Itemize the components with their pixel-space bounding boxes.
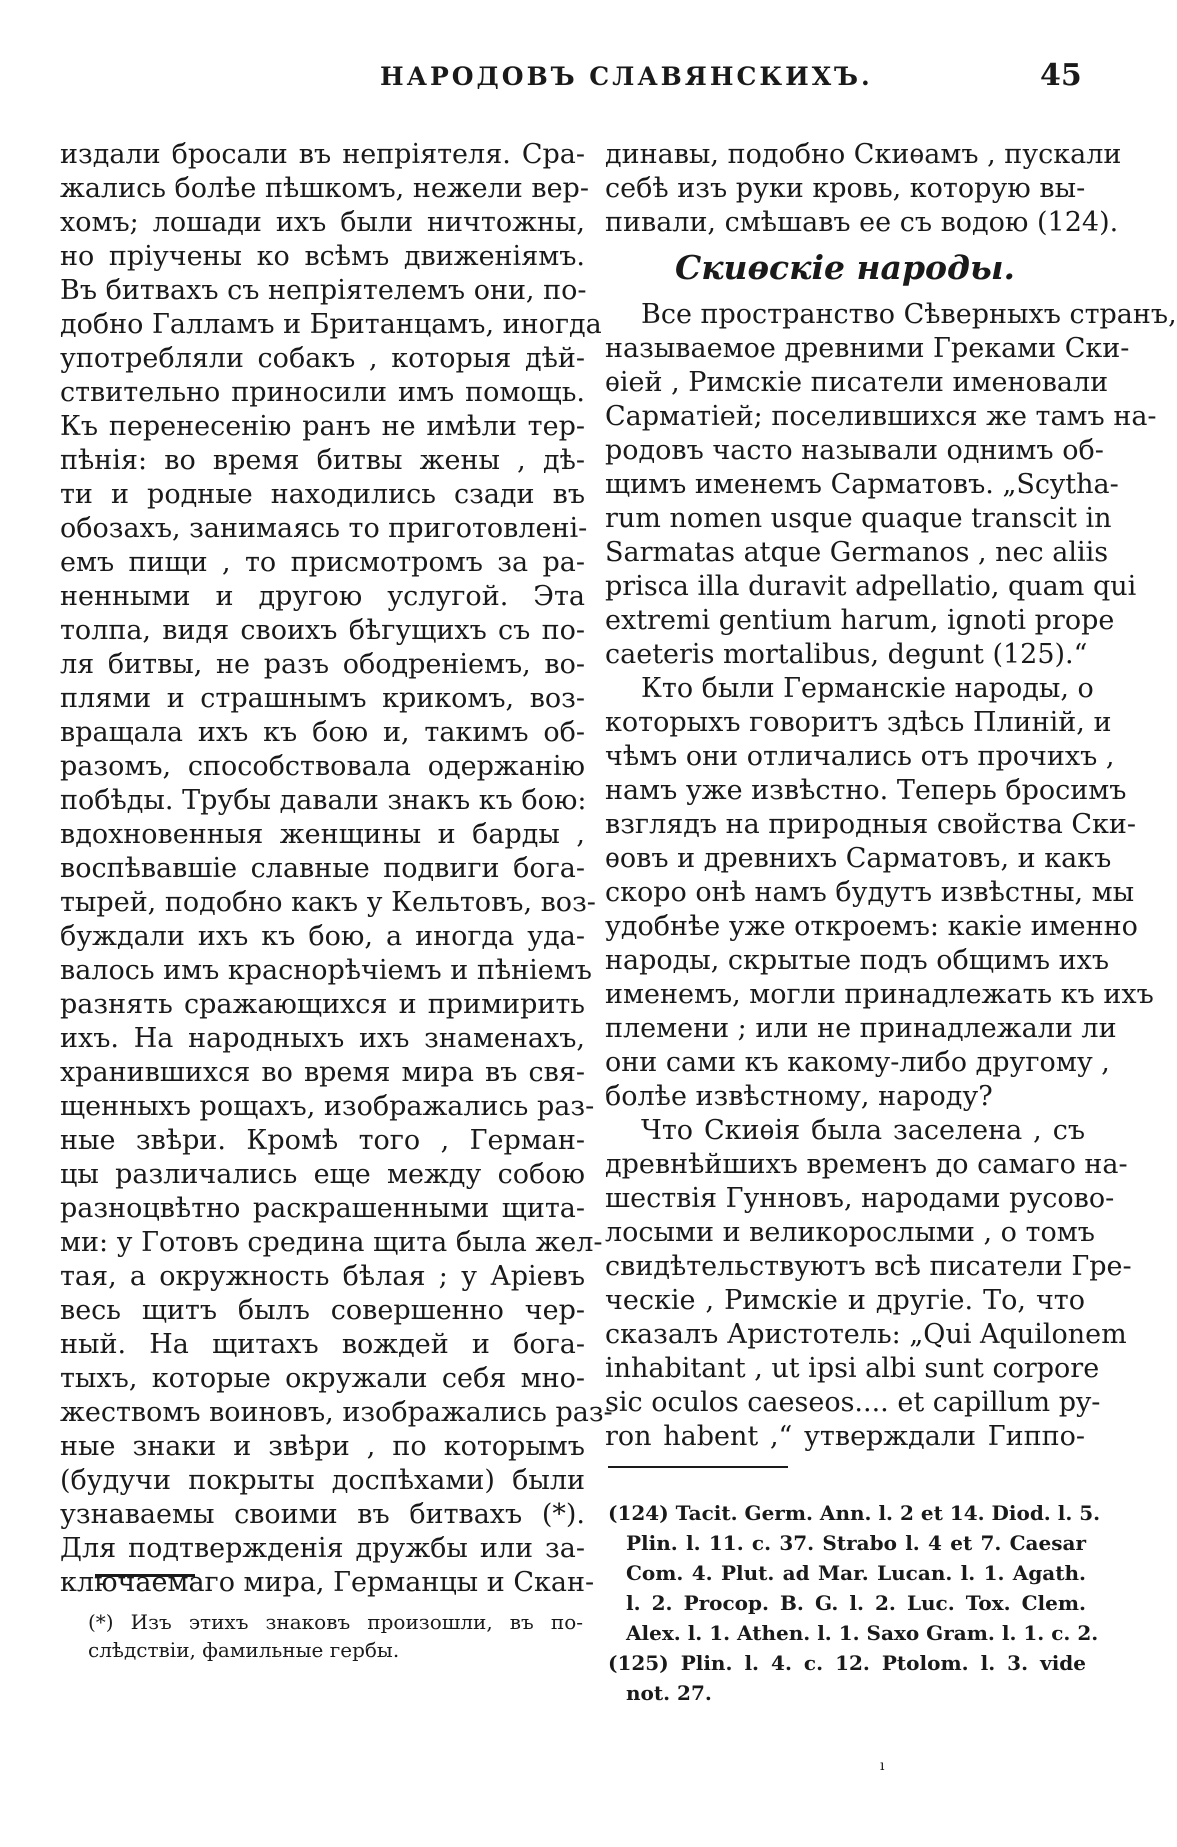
footnote-line: Com. 4. Plut. ad Mar. Lucan. l. 1. Agath. [626, 1561, 1086, 1585]
text-line: тыхъ, которые окружали себя мно- [60, 1363, 585, 1394]
print-speck: ı [880, 1758, 885, 1774]
text-line: которыхъ говоритъ здѣсь Плиній, и [605, 707, 1112, 738]
text-line: prisca illa duravit adpellatio, quam qui [605, 571, 1137, 602]
text-line: хранившихся во время мира въ свя- [60, 1057, 585, 1088]
text-line: Въ битвахъ съ непріятелемъ они, по- [60, 275, 587, 306]
text-line: жествомъ воиновъ, изображались раз- [60, 1397, 613, 1428]
text-line: ствительно приносили имъ помощь. [60, 377, 585, 408]
footnote-line: слѣдствіи, фамильные гербы. [88, 1638, 400, 1662]
running-head: НАРОДОВЪ СЛАВЯНСКИХЪ. [380, 62, 873, 91]
footnote-line: Alex. l. 1. Athen. l. 1. Saxo Gram. l. 1. c. 2. [626, 1621, 1099, 1645]
text-line: шествія Гунновъ, народами русово- [605, 1183, 1115, 1214]
text-line: родовъ часто называли однимъ об- [605, 435, 1104, 466]
text-line: sic oculos caeseos.... et capillum py- [605, 1387, 1101, 1418]
text-line: Къ перенесенію ранъ не имѣли тер- [60, 411, 585, 442]
text-line: ключаемаго мира, Германцы и Скан- [60, 1567, 595, 1598]
text-line: пивали, смѣшавъ ее съ водою (124). [605, 207, 1119, 238]
text-line: разнять сражающихся и примирить [60, 989, 585, 1020]
footnote-rule-left [95, 1574, 195, 1577]
text-line: ческіе , Римскіе и другіе. То, что [605, 1285, 1085, 1316]
text-line: болѣе извѣстному, народу? [605, 1081, 993, 1112]
text-line: динавы, подобно Скиѳамъ , пускали [605, 139, 1122, 170]
text-line: щенныхъ рощахъ, изображались раз- [60, 1091, 595, 1122]
text-line: но пріучены ко всѣмъ движеніямъ. [60, 241, 585, 272]
text-line: Sarmatas atque Germanos , nec aliis [605, 537, 1109, 568]
footnotes-right [608, 1498, 1101, 1708]
text-line: Что Скиѳія была заселена , съ [641, 1115, 1085, 1146]
text-line: себѣ изъ руки кровь, которую вы- [605, 173, 1086, 204]
text-line: ные знаки и звѣри , по которымъ [60, 1431, 585, 1462]
text-line: узнаваемы своими въ битвахъ (*). [60, 1499, 585, 1530]
text-line: плями и страшнымъ крикомъ, воз- [60, 683, 585, 714]
text-line: ля битвы, не разъ ободреніемъ, во- [60, 649, 585, 680]
text-line: лосыми и великорослыми , о томъ [605, 1217, 1095, 1248]
text-line: жались болѣе пѣшкомъ, нежели вер- [60, 173, 589, 204]
text-line: caeteris mortalibus, degunt (125).“ [605, 639, 1088, 670]
footnote-line: l. 2. Procop. B. G. l. 2. Luc. Tox. Clem. [626, 1591, 1086, 1615]
text-line: пѣнія: во время битвы жены , дѣ- [60, 445, 585, 476]
text-line: воспѣвавшіе славные подвиги бога- [60, 853, 585, 884]
page-number: 45 [1040, 58, 1082, 93]
text-line: ѳовъ и древнихъ Сарматовъ, и какъ [605, 843, 1112, 874]
right-column [605, 138, 1177, 1454]
text-line: inhabitant , ut ipsi albi sunt corpore [605, 1353, 1100, 1384]
text-line: обозахъ, занимаясь то приготовлені- [60, 513, 588, 544]
footnote-line: (125) Plin. l. 4. c. 12. Ptolom. l. 3. vide [608, 1651, 1086, 1675]
text-line: Для подтвержденія дружбы или за- [60, 1533, 585, 1564]
footnote-line: (*) Изъ этихъ знаковъ произошли, въ по- [88, 1610, 583, 1634]
text-line: разомъ, способствовала одержанію [60, 751, 585, 782]
text-line: щимъ именемъ Сарматовъ. „Scytha- [605, 469, 1119, 500]
footnote-rule-right [608, 1466, 788, 1468]
text-line: Кто были Германскіе народы, о [641, 673, 1094, 704]
text-line: ѳіей , Римскіе писатели именовали [605, 367, 1109, 398]
text-line: называемое древними Греками Ски- [605, 333, 1130, 364]
text-line: вращала ихъ къ бою и, такимъ об- [60, 717, 585, 748]
text-line: тая, а окружность бѣлая ; у Аріевъ [60, 1261, 585, 1292]
text-line: вдохновенныя женщины и барды , [60, 819, 585, 850]
text-line: хомъ; лошади ихъ были ничтожны, [60, 207, 585, 238]
text-line: буждали ихъ къ бою, а иногда удa- [60, 921, 585, 952]
text-line: (будучи покрыты доспѣхами) были [60, 1465, 585, 1496]
text-line: толпа, видя своихъ бѣгущихъ съ по- [60, 615, 585, 646]
text-line: сказалъ Аристотель: „Qui Aquilonem [605, 1319, 1127, 1350]
left-column [60, 138, 613, 1600]
text-line: ми: у Готовъ средина щита была жел- [60, 1227, 603, 1258]
text-line: употребляли собакъ , которыя дѣй- [60, 343, 585, 374]
text-line: цы различались еще между собою [60, 1159, 585, 1190]
text-line: rum nomen usque quaque transcit in [605, 503, 1112, 534]
text-line: Сарматіей; поселившихся же тамъ на- [605, 401, 1157, 432]
text-line: добно Галламъ и Британцамъ, иногда [60, 309, 602, 340]
footnote-line: Plin. l. 11. c. 37. Strabo l. 4 et 7. Caesar [626, 1531, 1086, 1555]
text-line: удобнѣе уже откроемъ: какіе именно [605, 911, 1138, 942]
text-line: емъ пищи , то присмотромъ за ра- [60, 547, 585, 578]
text-line: они сами къ какому-либо другому , [605, 1047, 1110, 1078]
text-line: чѣмъ они отличались отъ прочихъ , [605, 741, 1115, 772]
text-line: ный. На щитахъ вождей и бога- [60, 1329, 585, 1360]
text-line: свидѣтельствуютъ всѣ писатели Гре- [605, 1251, 1132, 1282]
text-line: тырей, подобно какъ у Кельтовъ, воз- [60, 887, 596, 918]
text-line: скоро онѣ намъ будутъ извѣстны, мы [605, 877, 1135, 908]
text-line: народы, скрытые подъ общимъ ихъ [605, 945, 1110, 976]
text-line: ти и родные находились сзади въ [60, 479, 585, 510]
text-line: валось имъ краснорѣчіемъ и пѣніемъ [60, 955, 592, 986]
text-line: ненными и другою услугой. Эта [60, 581, 585, 612]
text-line: ихъ. На народныхъ ихъ знаменахъ, [60, 1023, 585, 1054]
text-line: побѣды. Трубы давали знакъ къ бою: [60, 785, 587, 816]
text-line: племени ; или не принадлежали ли [605, 1013, 1117, 1044]
text-line: именемъ, могли принадлежать къ ихъ [605, 979, 1154, 1010]
text-line: намъ уже извѣстно. Теперь бросимъ [605, 775, 1127, 806]
footnote-left [88, 1608, 583, 1664]
text-line: взглядъ на природныя свойства Ски- [605, 809, 1137, 840]
text-line: разноцвѣтно раскрашенными щита- [60, 1193, 585, 1224]
text-line: издали бросали въ непріятеля. Сра- [60, 139, 585, 170]
text-line: древнѣйшихъ временъ до самаго на- [605, 1149, 1128, 1180]
text-line: ron habent ,“ утверждали Гиппо- [605, 1421, 1085, 1452]
footnote-line: not. 27. [626, 1681, 712, 1705]
text-line: Все пространство Сѣверныхъ странъ, [641, 299, 1177, 330]
text-line: весь щитъ былъ совершенно чер- [60, 1295, 585, 1326]
section-heading: Скиѳскіе народы. [674, 248, 1016, 287]
footnote-line: (124) Tacit. Germ. Ann. l. 2 et 14. Diod. l. 5. [608, 1501, 1101, 1525]
text-line: extremi gentium harum, ignoti prope [605, 605, 1115, 636]
text-line: ные звѣри. Кромѣ того , Герман- [60, 1125, 585, 1156]
